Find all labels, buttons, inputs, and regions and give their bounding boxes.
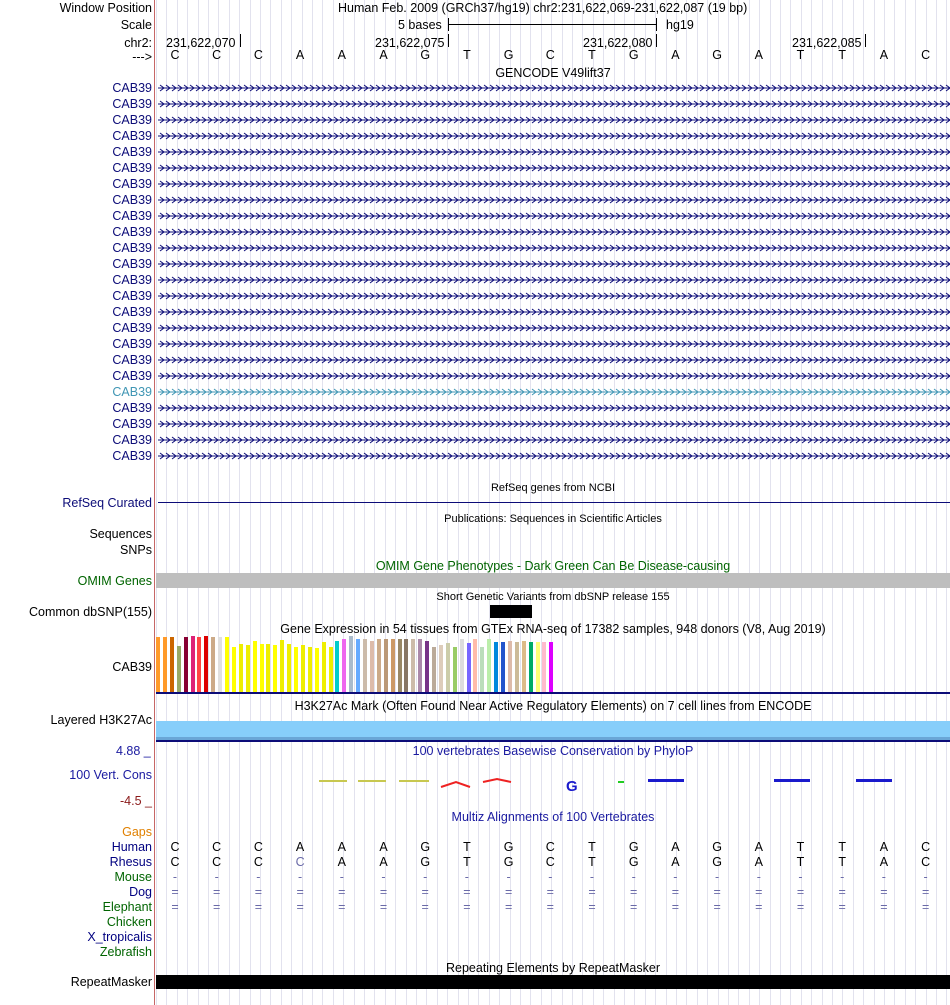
gtex-tissue-bar[interactable] [260, 644, 264, 692]
alignment-base: - [256, 870, 261, 884]
omim-label[interactable]: OMIM Genes [77, 574, 152, 588]
sequence-base: T [588, 48, 596, 62]
gencode-transcript-label[interactable]: CAB39 [112, 97, 152, 111]
cons-mark: G [566, 778, 578, 792]
gtex-tissue-bar[interactable] [439, 645, 443, 692]
gencode-transcript-label[interactable]: CAB39 [112, 449, 152, 463]
alignment-base: C [253, 840, 263, 854]
gencode-transcript-label[interactable]: CAB39 [112, 113, 152, 127]
gencode-transcript[interactable] [158, 259, 950, 269]
gencode-transcript-label[interactable]: CAB39 [112, 385, 152, 399]
gencode-transcript-label[interactable]: CAB39 [112, 81, 152, 95]
species-label[interactable]: Human [111, 840, 152, 854]
alignment-base: A [295, 840, 305, 854]
sequence-base: A [295, 48, 305, 62]
gtex-tissue-bar[interactable] [425, 641, 429, 692]
alignment-base: = [546, 900, 554, 914]
alignment-base: = [213, 885, 221, 899]
alignment-base: - [339, 870, 344, 884]
alignment-base: T [796, 855, 805, 869]
cons-logo[interactable] [156, 772, 950, 792]
alignment-base: = [713, 900, 721, 914]
dbsnp-title[interactable]: Short Genetic Variants from dbSNP release 155 [436, 591, 670, 603]
alignment-base: = [379, 885, 388, 899]
species-label[interactable]: Dog [129, 885, 152, 899]
alignment-base: A [754, 855, 763, 869]
gtex-tissue-bar[interactable] [191, 636, 195, 692]
gencode-transcript[interactable] [158, 323, 950, 333]
gencode-transcript-label[interactable]: CAB39 [112, 401, 152, 415]
gencode-transcript[interactable] [158, 275, 950, 285]
alignment-base: - [840, 870, 845, 884]
gencode-transcript-label[interactable]: CAB39 [112, 145, 152, 159]
label-divider [154, 0, 155, 1005]
gtex-tissue-bar[interactable] [225, 637, 229, 692]
gencode-transcript-label[interactable]: CAB39 [112, 273, 152, 287]
gtex-tissue-bar[interactable] [301, 645, 305, 692]
sequence-base: G [420, 48, 431, 62]
gtex-tissue-bar[interactable] [322, 642, 326, 692]
alignment-base: = [254, 900, 263, 914]
gtex-tissue-bar[interactable] [391, 639, 395, 692]
position-tick-2: 231,622,075 [375, 36, 445, 50]
refseq-gene-line[interactable] [158, 502, 950, 503]
gtex-tissue-bar[interactable] [156, 637, 160, 692]
gtex-tissue-bar[interactable] [287, 644, 291, 692]
alignment-base: A [337, 840, 346, 854]
position-tick-mark [656, 34, 657, 47]
gtex-tissue-bar[interactable] [218, 637, 222, 692]
alignment-base: A [379, 840, 388, 854]
repeatmasker-label[interactable]: RepeatMasker [70, 975, 152, 989]
alignment-base: - [631, 870, 636, 884]
gtex-tissue-bar[interactable] [542, 642, 546, 692]
alignment-base: A [671, 855, 680, 869]
gencode-transcript-label[interactable]: CAB39 [112, 193, 152, 207]
gtex-tissue-bar[interactable] [232, 647, 236, 692]
sequence-base: C [253, 48, 263, 62]
cons-min: -4.5 _ [120, 794, 152, 808]
alignment-base: G [712, 840, 722, 854]
gtex-tissue-bar[interactable] [363, 639, 367, 692]
h3k27ac-signal[interactable] [156, 721, 950, 737]
alignment-base: = [921, 900, 930, 914]
gtex-tissue-bar[interactable] [494, 642, 498, 692]
alignment-base: = [338, 900, 346, 914]
gtex-tissue-bar[interactable] [529, 642, 533, 692]
gtex-tissue-bar[interactable] [467, 643, 471, 692]
h3k27ac-baseline [156, 740, 950, 742]
species-label[interactable]: Zebrafish [99, 945, 152, 959]
gencode-transcript-label[interactable]: CAB39 [112, 289, 152, 303]
alignment-base: - [881, 870, 886, 884]
alignment-base: T [838, 840, 846, 854]
refseq-label[interactable]: RefSeq Curated [62, 496, 152, 510]
alignment-base: - [464, 870, 469, 884]
alignment-base: = [254, 885, 263, 899]
cons-mark [319, 780, 347, 782]
scale-db: hg19 [666, 18, 694, 32]
alignment-base: = [171, 885, 179, 899]
alignment-base: C [212, 855, 222, 869]
gtex-tissue-bar[interactable] [404, 639, 408, 692]
gtex-tissue-bar[interactable] [418, 639, 422, 692]
gencode-transcript[interactable] [158, 227, 950, 237]
alignment-base: - [506, 870, 511, 884]
alignment-base: = [796, 885, 805, 899]
alignment-base: A [379, 855, 388, 869]
alignment-base: - [548, 870, 553, 884]
gaps-label[interactable]: Gaps [122, 825, 152, 839]
species-label[interactable]: X_tropicalis [87, 930, 152, 944]
gencode-transcript-label[interactable]: CAB39 [112, 353, 152, 367]
gtex-tissue-bar[interactable] [536, 642, 540, 692]
gtex-tissue-bar[interactable] [453, 647, 457, 692]
gtex-tissue-bar[interactable] [204, 636, 208, 692]
gencode-transcript[interactable] [158, 147, 950, 157]
gencode-transcript[interactable] [158, 243, 950, 253]
alignment-base: = [921, 885, 930, 899]
gtex-tissue-bar[interactable] [460, 639, 464, 692]
gencode-transcript[interactable] [158, 99, 950, 109]
alignment-base: = [504, 900, 513, 914]
species-label[interactable]: Rhesus [109, 855, 152, 869]
alignment-base: C [212, 840, 222, 854]
sequence-base: T [838, 48, 846, 62]
alignment-base: T [588, 855, 596, 869]
sequence-base: T [463, 48, 471, 62]
alignment-base: G [503, 855, 514, 869]
common-dbsnp-label[interactable]: Common dbSNP(155) [29, 605, 152, 619]
gencode-transcript-label[interactable]: CAB39 [112, 257, 152, 271]
position-tick-mark [865, 34, 866, 47]
cons-mark [618, 781, 624, 783]
gtex-tissue-bar[interactable] [522, 641, 526, 692]
gtex-tissue-bar[interactable] [246, 645, 250, 692]
gtex-tissue-bar[interactable] [308, 647, 312, 692]
gencode-transcript[interactable] [158, 115, 950, 125]
gencode-transcript[interactable] [158, 387, 950, 397]
gencode-transcript-label[interactable]: CAB39 [112, 337, 152, 351]
alignment-base: C [170, 840, 180, 854]
alignment-base: = [671, 885, 680, 899]
alignment-base: C [545, 855, 555, 869]
omim-title[interactable]: OMIM Gene Phenotypes - Dark Green Can Be Disease-causing [375, 559, 731, 573]
gencode-transcript-label[interactable]: CAB39 [112, 321, 152, 335]
position-tick-mark [448, 34, 449, 47]
gencode-transcript[interactable] [158, 163, 950, 173]
gtex-tissue-bar[interactable] [487, 639, 491, 692]
position-tick-4: 231,622,085 [792, 36, 862, 50]
alignment-base: C [295, 855, 305, 869]
alignment-base: = [338, 885, 346, 899]
gtex-tissue-bar[interactable] [377, 639, 381, 692]
cons-mark [441, 782, 470, 787]
gencode-transcript[interactable] [158, 131, 950, 141]
species-label[interactable]: Mouse [114, 870, 152, 884]
chrom-label: chr2: [124, 36, 152, 50]
alignment-base: T [463, 855, 471, 869]
gtex-bar-chart[interactable] [156, 636, 556, 692]
alignment-base: = [755, 900, 763, 914]
gencode-transcript[interactable] [158, 195, 950, 205]
alignment-base: G [628, 840, 639, 854]
gencode-transcript-label[interactable]: CAB39 [112, 369, 152, 383]
scale-bar-right-tick [656, 18, 657, 31]
alignment-base: - [673, 870, 678, 884]
alignment-base: - [756, 870, 761, 884]
gtex-tissue-bar[interactable] [370, 641, 374, 692]
alignment-base: A [879, 855, 889, 869]
gtex-tissue-bar[interactable] [211, 637, 215, 692]
alignment-base: = [588, 885, 596, 899]
gtex-tissue-bar[interactable] [253, 641, 257, 692]
alignment-base: A [879, 840, 889, 854]
alignment-base: G [628, 855, 639, 869]
gtex-tissue-bar[interactable] [163, 637, 167, 692]
gtex-tissue-bar[interactable] [356, 639, 360, 692]
cons-mark [856, 779, 892, 782]
alignment-base: = [546, 885, 554, 899]
cons-max: 4.88 _ [116, 744, 151, 758]
cons-mark [399, 780, 429, 782]
cons-label[interactable]: 100 Vert. Cons [69, 768, 152, 782]
repeatmasker-title[interactable]: Repeating Elements by RepeatMasker [445, 961, 660, 975]
omim-gene-bar[interactable] [156, 573, 950, 588]
gencode-transcript[interactable] [158, 419, 950, 429]
alignment-base: = [296, 885, 304, 899]
gtex-tissue-bar[interactable] [266, 644, 270, 692]
alignment-base: = [296, 900, 304, 914]
grid-line [156, 0, 157, 1005]
gtex-tissue-bar[interactable] [280, 640, 284, 692]
gtex-tissue-bar[interactable] [398, 639, 402, 692]
alignment-base: = [838, 885, 846, 899]
refseq-title[interactable]: RefSeq genes from NCBI [490, 482, 616, 494]
repeatmasker-element[interactable] [156, 975, 950, 989]
h3k27ac-label[interactable]: Layered H3K27Ac [50, 713, 152, 727]
alignment-base: = [421, 885, 429, 899]
alignment-base: - [589, 870, 595, 884]
alignment-base: = [713, 885, 721, 899]
cons-mark [648, 779, 684, 782]
gencode-transcript[interactable] [158, 179, 950, 189]
cons-mark [358, 780, 386, 782]
gtex-tissue-bar[interactable] [549, 642, 553, 692]
position-tick-1: 231,622,070 [166, 36, 236, 50]
gencode-transcript-label[interactable]: CAB39 [112, 225, 152, 239]
alignment-base: A [671, 840, 680, 854]
species-label[interactable]: Chicken [106, 915, 152, 929]
alignment-base: = [880, 885, 888, 899]
alignment-base: = [379, 900, 388, 914]
gencode-transcript[interactable] [158, 291, 950, 301]
scale-bar-left-tick [448, 18, 449, 31]
gencode-title[interactable]: GENCODE V49lift37 [495, 66, 611, 80]
gtex-tissue-bar[interactable] [501, 642, 505, 692]
sequence-base: C [545, 48, 555, 62]
gtex-tissue-bar[interactable] [315, 648, 319, 692]
position-tick-mark [240, 34, 241, 47]
alignment-base: = [838, 900, 846, 914]
alignment-base: = [755, 885, 763, 899]
gencode-transcript[interactable] [158, 403, 950, 413]
alignment-base: - [381, 870, 386, 884]
gtex-tissue-bar[interactable] [411, 639, 415, 692]
alignment-base: - [798, 870, 803, 884]
alignment-base: - [298, 870, 303, 884]
gencode-transcript-label[interactable]: CAB39 [112, 305, 152, 319]
alignment-base: - [172, 870, 178, 884]
strand-label: ---> [132, 50, 152, 64]
dbsnp-variant[interactable] [490, 605, 532, 618]
alignment-base: G [420, 855, 431, 869]
gencode-transcript-label[interactable]: CAB39 [112, 417, 152, 431]
sequence-base: C [212, 48, 222, 62]
gtex-tissue-bar[interactable] [239, 644, 243, 692]
gtex-tissue-bar[interactable] [480, 647, 484, 692]
alignment-base: - [214, 870, 219, 884]
alignment-base: G [712, 855, 722, 869]
alignment-base: T [463, 840, 471, 854]
alignment-base: = [421, 900, 429, 914]
alignment-base: = [504, 885, 513, 899]
alignment-base: = [796, 900, 805, 914]
gtex-tissue-bar[interactable] [446, 643, 450, 692]
sequence-base: A [754, 48, 763, 62]
sequence-base: A [671, 48, 680, 62]
cons-title[interactable]: 100 vertebrates Basewise Conservation by PhyloP [412, 744, 694, 758]
alignment-base: = [880, 900, 888, 914]
scale-text: 5 bases [398, 18, 442, 32]
gencode-transcript[interactable] [158, 451, 950, 461]
alignment-base: C [921, 855, 931, 869]
gtex-tissue-bar[interactable] [184, 637, 188, 692]
gencode-transcript-label[interactable]: CAB39 [112, 177, 152, 191]
gencode-transcript[interactable] [158, 307, 950, 317]
alignment-base: = [630, 900, 638, 914]
cons-mark [774, 779, 810, 782]
publications-title[interactable]: Publications: Sequences in Scientific Articles [444, 513, 662, 525]
gtex-tissue-bar[interactable] [335, 641, 339, 692]
alignment-base: C [545, 840, 555, 854]
gtex-tissue-bar[interactable] [349, 636, 353, 692]
scale-label: Scale [120, 18, 152, 32]
cons-mark [483, 779, 511, 782]
alignment-base: = [171, 900, 179, 914]
sequence-base: A [379, 48, 388, 62]
gtex-gene-label[interactable]: CAB39 [112, 660, 152, 674]
scale-bar [448, 24, 656, 25]
alignment-base: G [503, 840, 514, 854]
alignment-base: - [423, 870, 428, 884]
gencode-transcript[interactable] [158, 339, 950, 349]
alignment-base: T [838, 855, 846, 869]
alignment-base: A [337, 855, 346, 869]
sequence-base: A [879, 48, 889, 62]
gencode-transcript-label[interactable]: CAB39 [112, 209, 152, 223]
gtex-tissue-bar[interactable] [177, 646, 181, 692]
sequence-base: G [628, 48, 639, 62]
gtex-tissue-bar[interactable] [384, 639, 388, 692]
gencode-transcript[interactable] [158, 211, 950, 221]
gtex-tissue-bar[interactable] [515, 642, 519, 692]
h3k27ac-title[interactable]: H3K27Ac Mark (Often Found Near Active Regulatory Elements) on 7 cell lines from ENCODE [294, 699, 812, 713]
sequence-base: T [796, 48, 805, 62]
sequence-base: C [170, 48, 180, 62]
sequence-base: C [921, 48, 931, 62]
alignment-base: = [630, 885, 638, 899]
gencode-transcript[interactable] [158, 355, 950, 365]
alignment-base: T [588, 840, 596, 854]
gencode-transcript[interactable] [158, 371, 950, 381]
window-position-label: Window Position [59, 1, 152, 15]
alignment-base: - [715, 870, 720, 884]
gencode-transcript-label[interactable]: CAB39 [112, 129, 152, 143]
sequence-base: A [337, 48, 346, 62]
gtex-title[interactable]: Gene Expression in 54 tissues from GTEx RNA-seq of 17382 samples, 948 donors (V8, Aug 2019) [280, 622, 826, 636]
gencode-transcript-label[interactable]: CAB39 [112, 161, 152, 175]
species-label[interactable]: Elephant [102, 900, 152, 914]
alignment-base: T [796, 840, 805, 854]
sequence-base: G [503, 48, 514, 62]
alignment-base: A [754, 840, 763, 854]
alignment-base: C [170, 855, 180, 869]
gencode-transcript-label[interactable]: CAB39 [112, 433, 152, 447]
gtex-baseline [156, 692, 950, 694]
alignment-base: C [921, 840, 931, 854]
alignment-base: = [463, 885, 471, 899]
sequence-base: G [712, 48, 722, 62]
gtex-tissue-bar[interactable] [170, 637, 174, 692]
gtex-tissue-bar[interactable] [508, 641, 512, 692]
alignment-base: C [253, 855, 263, 869]
gtex-tissue-bar[interactable] [329, 647, 333, 692]
gtex-tissue-bar[interactable] [294, 647, 298, 692]
alignment-base: = [463, 900, 471, 914]
gtex-tissue-bar[interactable] [342, 639, 346, 692]
sequences-label[interactable]: Sequences [89, 527, 152, 541]
gtex-tissue-bar[interactable] [273, 645, 277, 692]
alignment-base: = [588, 900, 596, 914]
gtex-tissue-bar[interactable] [197, 637, 201, 692]
alignment-base: - [923, 870, 928, 884]
position-tick-3: 231,622,080 [583, 36, 653, 50]
alignment-base: = [213, 900, 221, 914]
gtex-tissue-bar[interactable] [432, 647, 436, 692]
gencode-transcript-label[interactable]: CAB39 [112, 241, 152, 255]
alignment-base: = [671, 900, 680, 914]
multiz-title[interactable]: Multiz Alignments of 100 Vertebrates [451, 810, 655, 824]
gencode-transcript[interactable] [158, 83, 950, 93]
alignment-base: G [420, 840, 431, 854]
gtex-tissue-bar[interactable] [473, 639, 477, 692]
assembly-position: Human Feb. 2009 (GRCh37/hg19) chr2:231,622,069-231,622,087 (19 bp) [338, 1, 748, 15]
snps-label[interactable]: SNPs [120, 543, 152, 557]
gencode-transcript[interactable] [158, 435, 950, 445]
